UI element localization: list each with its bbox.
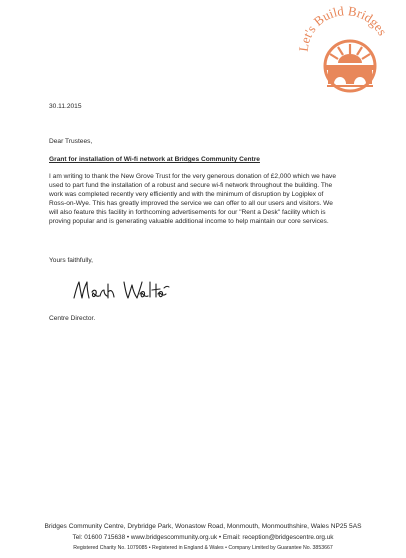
body-line: will also feature this facility in forthcoming advertisements for our "Rent a Desk" facility which is [49, 209, 326, 216]
footer-contact: Tel: 01600 715638 • www.bridgescommunity.org.uk • Email: reception@bridgescentre.org.uk [72, 534, 334, 541]
logo-arc-text: Let's Build Bridges [295, 4, 391, 53]
body-line: proving popular and is generating valuable additional income to help maintain our core services. [49, 218, 329, 225]
lets-build-bridges-logo [294, 4, 394, 98]
body-line: Ross-on-Wye. This has greatly improved the service we can offer to all our users and visitors. We [49, 200, 333, 207]
subject-line: Grant for installation of Wi-fi network at Bridges Community Centre [49, 156, 260, 163]
sun-circle-icon [325, 41, 375, 91]
letter-date: 30.11.2015 [49, 103, 82, 110]
salutation: Dear Trustees, [49, 138, 93, 145]
closing: Yours faithfully, [49, 257, 93, 264]
signatory-role: Centre Director. [49, 315, 96, 322]
handwritten-signature [70, 276, 170, 306]
body-line: I am writing to thank the New Grove Trust for the very generous donation of £2,000 which we have [49, 173, 336, 180]
footer-legal: Registered Charity No. 1079085 • Registered in England & Wales • Company Limited by Guarantee No. 3853667 [73, 545, 333, 551]
footer-address: Bridges Community Centre, Drybridge Park, Wonastow Road, Monmouth, Monmouthshire, Wales NP25 5AS [44, 523, 362, 530]
body-line: work was completed recently very efficiently and with the minimum of disruption by Logiplex of [49, 191, 324, 198]
body-line: used to part fund the installation of a robust and secure wi-fi network throughout the building. The [49, 182, 333, 189]
body-paragraph [49, 172, 379, 226]
